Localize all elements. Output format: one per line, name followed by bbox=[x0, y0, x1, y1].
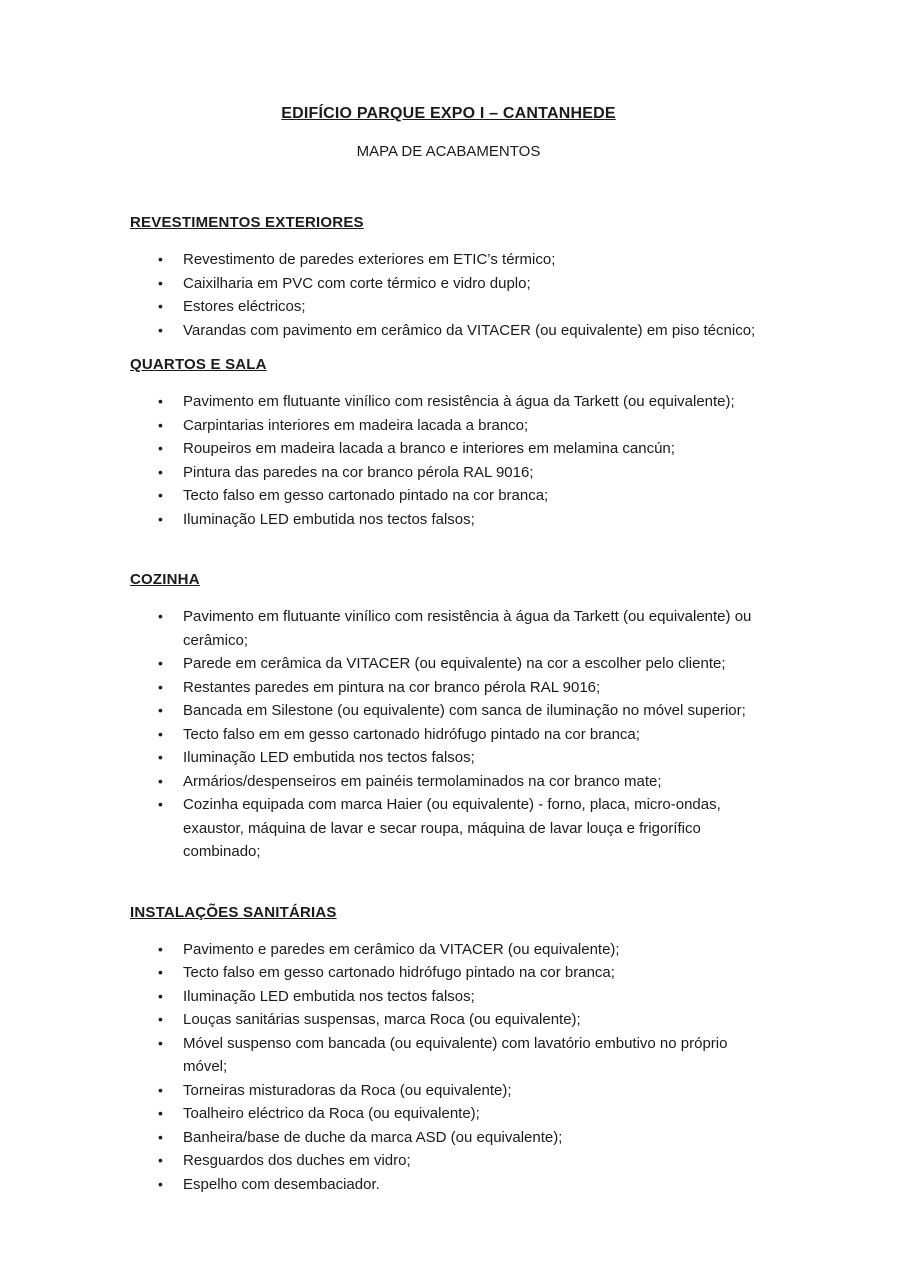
bullet-list bbox=[130, 390, 767, 531]
list-item-text: Estores eléctricos; bbox=[183, 298, 306, 315]
bullet-icon: • bbox=[158, 725, 163, 742]
bullet-icon: • bbox=[158, 749, 163, 765]
list-item bbox=[158, 676, 767, 700]
list-item bbox=[158, 985, 767, 1009]
list-item-text: Toalheiro eléctrico da Roca (ou equivalente); bbox=[183, 1105, 480, 1122]
list-item bbox=[158, 461, 767, 485]
bullet-icon: • bbox=[158, 702, 163, 718]
bullet-icon: • bbox=[158, 655, 163, 671]
list-item bbox=[158, 1102, 767, 1126]
bullet-icon: • bbox=[158, 608, 163, 624]
bullet-icon: • bbox=[158, 678, 163, 695]
list-item bbox=[158, 437, 767, 461]
list-item-text: Roupeiros em madeira lacada a branco e interiores em melamina cancún; bbox=[183, 440, 675, 457]
section-heading: QUARTOS E SALA bbox=[130, 356, 267, 373]
sections-container bbox=[130, 211, 767, 1196]
bullet-icon: • bbox=[158, 1128, 163, 1145]
bullet-icon: • bbox=[158, 251, 163, 267]
list-item-text: Espelho com desembaciador. bbox=[183, 1175, 380, 1193]
bullet-icon: • bbox=[158, 274, 163, 291]
bullet-icon: • bbox=[158, 393, 163, 409]
list-item-text: Revestimento de paredes exteriores em ETIC’s térmico; bbox=[183, 251, 556, 268]
section-heading: REVESTIMENTOS EXTERIORES bbox=[130, 214, 364, 231]
list-item bbox=[158, 605, 767, 652]
list-item-text: Louças sanitárias suspensas, marca Roca (ou equivalente); bbox=[183, 1011, 581, 1028]
list-item bbox=[158, 652, 767, 676]
bullet-icon: • bbox=[158, 1152, 163, 1168]
list-item bbox=[158, 699, 767, 723]
bullet-icon: • bbox=[158, 510, 163, 527]
list-item-text: Varandas com pavimento em cerâmico da VITACER (ou equivalente) em piso técnico; bbox=[183, 321, 756, 339]
list-item bbox=[158, 961, 767, 985]
document-subtitle: MAPA DE ACABAMENTOS bbox=[356, 143, 541, 160]
list-item bbox=[158, 1173, 767, 1197]
list-item bbox=[158, 1126, 767, 1150]
list-item bbox=[158, 723, 767, 747]
bullet-icon: • bbox=[158, 487, 163, 503]
list-item bbox=[158, 484, 767, 508]
section-cozinha bbox=[130, 568, 767, 864]
list-item-text: Armários/despenseiros em painéis termolaminados na cor branco mate; bbox=[183, 772, 662, 790]
list-item bbox=[158, 938, 767, 962]
section-instalacoes-sanitarias bbox=[130, 901, 767, 1197]
bullet-icon: • bbox=[158, 964, 163, 980]
list-item bbox=[158, 390, 767, 414]
list-item-text: Bancada em Silestone (ou equivalente) com sanca de iluminação no móvel superior; bbox=[183, 702, 746, 719]
bullet-icon: • bbox=[158, 440, 163, 456]
list-item bbox=[158, 508, 767, 532]
bullet-icon: • bbox=[158, 1081, 163, 1098]
list-item-text: Caixilharia em PVC com corte térmico e vidro duplo; bbox=[183, 274, 531, 292]
list-item bbox=[158, 1079, 767, 1103]
bullet-icon: • bbox=[158, 416, 163, 433]
list-item bbox=[158, 746, 767, 770]
list-item bbox=[158, 319, 767, 343]
list-item bbox=[158, 793, 767, 864]
list-item-text: Pavimento em flutuante vinílico com resistência à água da Tarkett (ou equivalente) ou cerâmico; bbox=[183, 608, 752, 649]
list-item-text: Pintura das paredes na cor branco pérola RAL 9016; bbox=[183, 463, 534, 481]
list-item bbox=[158, 295, 767, 319]
list-item-text: Torneiras misturadoras da Roca (ou equivalente); bbox=[183, 1081, 512, 1099]
list-item-text: Tecto falso em gesso cartonado pintado na cor branca; bbox=[183, 487, 549, 504]
list-item-text: Carpintarias interiores em madeira lacada a branco; bbox=[183, 416, 529, 434]
list-item bbox=[158, 248, 767, 272]
bullet-icon: • bbox=[158, 1175, 163, 1192]
bullet-icon: • bbox=[158, 1011, 163, 1027]
list-item-text: Móvel suspenso com bancada (ou equivalente) com lavatório embutivo no próprio móvel; bbox=[183, 1034, 728, 1075]
list-item bbox=[158, 414, 767, 438]
list-item-text: Tecto falso em gesso cartonado hidrófugo pintado na cor branca; bbox=[183, 964, 615, 981]
list-item-text: Resguardos dos duches em vidro; bbox=[183, 1152, 411, 1169]
list-item-text: Pavimento e paredes em cerâmico da VITACER (ou equivalente); bbox=[183, 940, 620, 958]
list-item-text: Parede em cerâmica da VITACER (ou equivalente) na cor a escolher pelo cliente; bbox=[183, 655, 726, 672]
bullet-list bbox=[130, 605, 767, 864]
list-item-text: Cozinha equipada com marca Haier (ou equivalente) - forno, placa, micro-ondas, exaustor, máquina de lavar e secar roupa, máquina de lavar louça e frigorífico combinado; bbox=[183, 796, 721, 860]
list-item-text: Iluminação LED embutida nos tectos falsos; bbox=[183, 510, 475, 528]
list-item-text: Iluminação LED embutida nos tectos falsos; bbox=[183, 749, 475, 766]
list-item bbox=[158, 1149, 767, 1173]
list-item bbox=[158, 1032, 767, 1079]
list-item bbox=[158, 272, 767, 296]
bullet-list bbox=[130, 938, 767, 1197]
list-item-text: Pavimento em flutuante vinílico com resistência à água da Tarkett (ou equivalente); bbox=[183, 393, 735, 410]
bullet-icon: • bbox=[158, 987, 163, 1004]
bullet-list bbox=[130, 248, 767, 342]
bullet-icon: • bbox=[158, 772, 163, 789]
section-quartos-e-sala bbox=[130, 353, 767, 531]
list-item bbox=[158, 1008, 767, 1032]
document-title: EDIFÍCIO PARQUE EXPO I – CANTANHEDE bbox=[281, 105, 616, 122]
bullet-icon: • bbox=[158, 796, 163, 812]
list-item bbox=[158, 770, 767, 794]
bullet-icon: • bbox=[158, 298, 163, 314]
section-revestimentos-exteriores bbox=[130, 211, 767, 342]
bullet-icon: • bbox=[158, 321, 163, 338]
list-item-text: Iluminação LED embutida nos tectos falsos; bbox=[183, 987, 475, 1005]
bullet-icon: • bbox=[158, 1034, 163, 1051]
bullet-icon: • bbox=[158, 463, 163, 480]
section-heading: INSTALAÇÕES SANITÁRIAS bbox=[130, 903, 337, 921]
bullet-icon: • bbox=[158, 940, 163, 957]
section-heading: COZINHA bbox=[130, 571, 200, 588]
list-item-text: Banheira/base de duche da marca ASD (ou equivalente); bbox=[183, 1128, 563, 1146]
bullet-icon: • bbox=[158, 1105, 163, 1121]
list-item-text: Tecto falso em em gesso cartonado hidrófugo pintado na cor branca; bbox=[183, 725, 640, 743]
list-item-text: Restantes paredes em pintura na cor branco pérola RAL 9016; bbox=[183, 678, 601, 696]
